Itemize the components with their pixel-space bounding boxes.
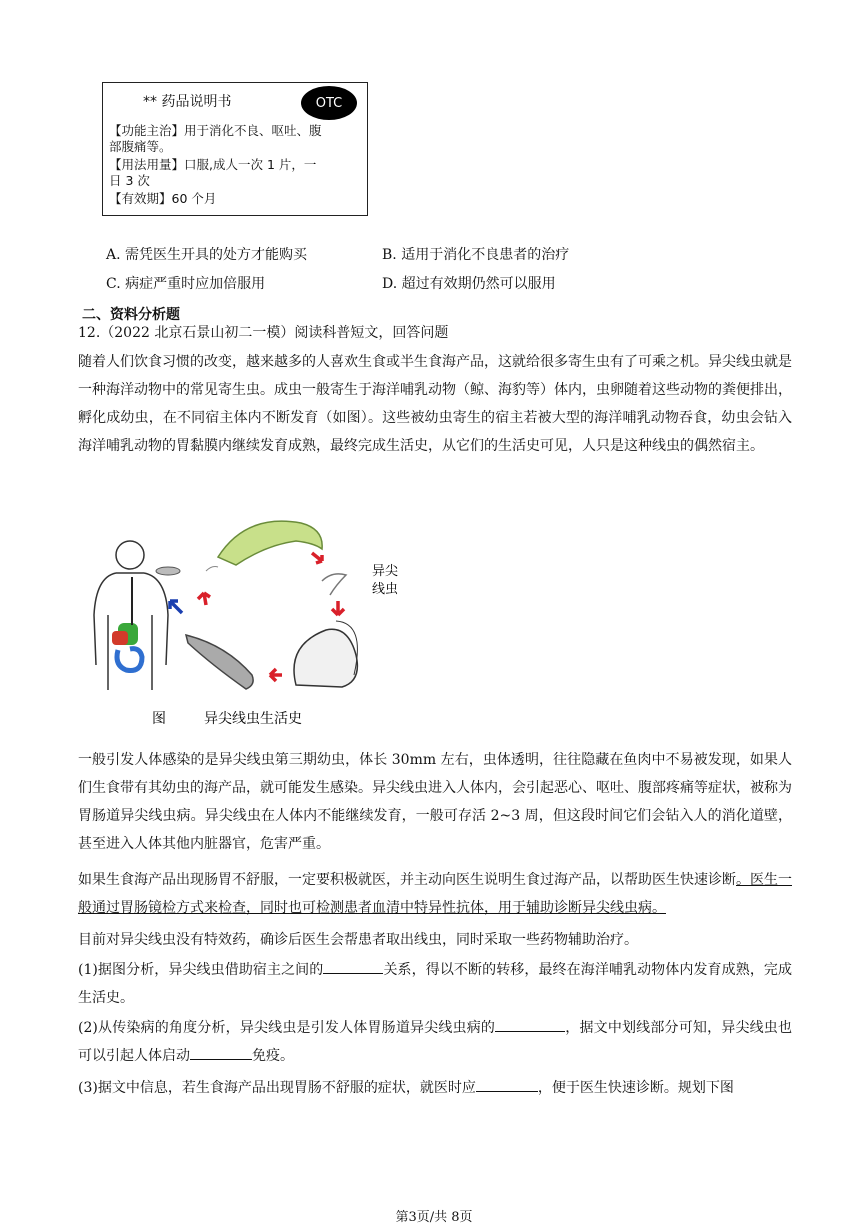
answer-blank[interactable] [190, 1045, 252, 1060]
question-2 [78, 1014, 792, 1070]
label-title: ** 药品说明书 [143, 94, 232, 110]
option-a: A. 需凭医生开具的处方才能购买 [106, 247, 308, 263]
label-line: 日 3 次 [109, 173, 150, 188]
life-cycle-figure [86, 505, 416, 735]
question-2-part-a: (2)从传染病的角度分析，异尖线虫是引发人体胃肠道异尖线虫病的 [78, 1020, 496, 1036]
dolphin-icon [206, 521, 322, 571]
section-title: 二、资料分析题 [82, 307, 180, 323]
label-line: 部腹痛等。 [109, 139, 172, 154]
nematode-icon [322, 574, 346, 595]
option-b: B. 适用于消化不良患者的治疗 [382, 247, 570, 263]
answer-blank[interactable] [476, 1077, 538, 1092]
otc-badge: OTC [301, 86, 357, 120]
option-d: D. 超过有效期仍然可以服用 [382, 276, 556, 292]
paragraph-1: 随着人们饮食习惯的改变，越来越多的人喜欢生食或半生食海产品，这就给很多寄生虫有了可乘之机。异尖线虫就是一种海洋动物中的常见寄生虫。成虫一般寄生于海洋哺乳动物（鲸、海豹等）体内，虫卵随着这些动物的粪便排出，孵化成幼虫，在不同宿主体内不断发育（如图）。这些被幼虫寄生的宿主若被大型的海洋哺乳动物吞食，幼虫会钻入海洋哺乳动物的胃黏膜内继续发育成熟，最终完成生活史，从它们的生活史可见，人只是这种线虫的偶然宿主。 [78, 354, 792, 454]
nematode-label-1: 异尖 [372, 564, 399, 579]
large-fish-icon [186, 635, 253, 689]
answer-blank[interactable] [495, 1017, 565, 1032]
answer-blank[interactable] [323, 959, 383, 974]
question-2-part-b: ，据文中划线部分可知，异尖线虫也可以引起人体启动 [78, 1020, 792, 1064]
question-3-part-b: ，便于医生快速诊断。规划下图 [537, 1080, 734, 1096]
medicine-label-box [102, 82, 368, 216]
paragraph-3-start: 如果生食海产品出现肠胃不舒服，一定要积极就医，并主动向医生说明生食过海产品，以帮助医生快速诊断 [78, 872, 736, 888]
paragraph-3 [78, 866, 792, 922]
question-2-part-c: 免疫。 [252, 1048, 294, 1064]
paragraph-2: 一般引发人体感染的是异尖线虫第三期幼虫，体长 30mm 左右，虫体透明，往往隐藏在鱼肉中不易被发现，如果人们生食带有其幼虫的海产品，就可能发生感染。异尖线虫进入人体内，会引起恶心、呕吐、腹部疼痛等症状，被称为胃肠道异尖线虫病。异尖线虫在人体内不能继续发育，一般可存活 2~3 周，但这段时间它们会钻入人的消化道壁，甚至进入人体其他内脏器官，危害严重。 [78, 752, 792, 852]
question-3 [78, 1074, 792, 1102]
page-footer: 第3页/共 8页 [395, 1210, 473, 1225]
question-1-part-a: (1)据图分析，异尖线虫借助宿主之间的 [78, 962, 324, 978]
paragraph-4: 目前对异尖线虫没有特效药，确诊后医生会帮患者取出线虫，同时采取一些药物辅助治疗。 [78, 932, 638, 948]
human-body-icon [94, 541, 168, 690]
question-1 [78, 956, 792, 1012]
label-line: 【用法用量】口服,成人一次 1 片，一 [109, 157, 317, 172]
shrimp-icon [294, 621, 357, 687]
question-3-part-a: (3)据文中信息，若生食海产品出现胃肠不舒服的症状，就医时应 [78, 1080, 476, 1096]
underlined-text: 。医生一般通过胃肠镜检方式来检查，同时也可检测患者血清中特异性抗体，用于辅助诊断异尖线虫病。 [78, 872, 792, 916]
nematode-label-2: 线虫 [372, 582, 399, 597]
figure-caption-label: 图 [152, 711, 166, 727]
question-1-part-b: 关系，得以不断的转移，最终在海洋哺乳动物体内发育成熟，完成生活史。 [78, 962, 792, 1006]
label-line: 【功能主治】用于消化不良、呕吐、腹 [109, 123, 322, 138]
label-line: 【有效期】60 个月 [109, 191, 217, 206]
blue-arrow-icon [170, 601, 182, 613]
option-c: C. 病症严重时应加倍服用 [106, 276, 266, 292]
fish-icon [156, 567, 180, 575]
question-header: 12.（2022 北京石景山初二一模）阅读科普短文，回答问题 [78, 325, 449, 341]
figure-caption: 异尖线虫生活史 [204, 711, 302, 727]
